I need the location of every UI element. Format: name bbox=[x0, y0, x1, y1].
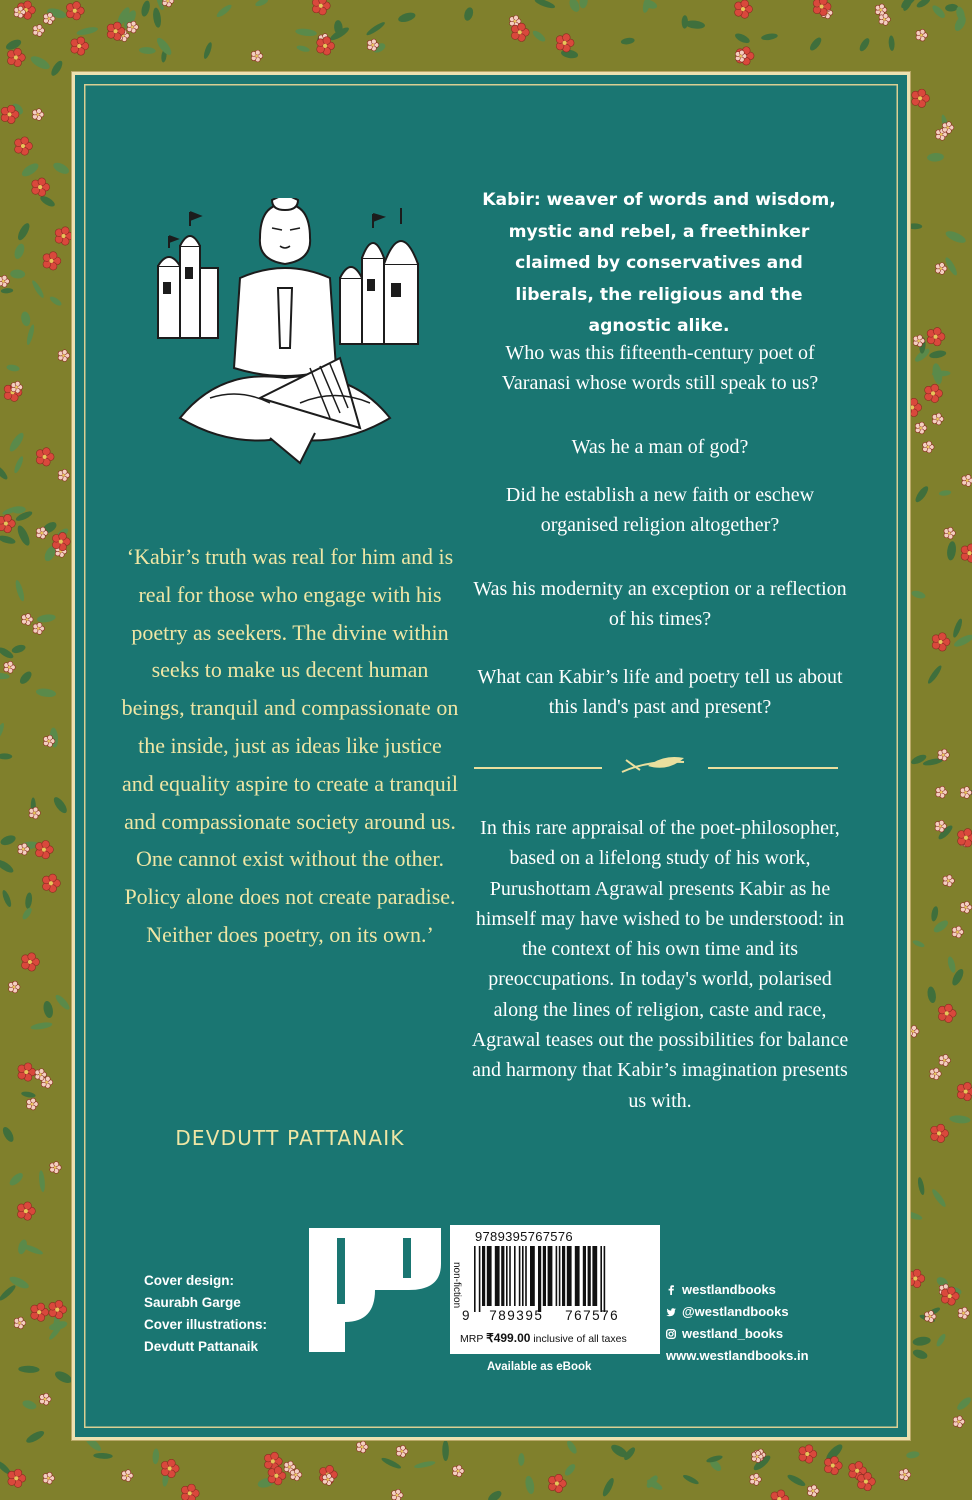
border-leaf bbox=[888, 35, 895, 51]
border-flower bbox=[43, 874, 61, 892]
barcode-bar bbox=[519, 1246, 521, 1306]
border-leaf bbox=[930, 906, 939, 922]
border-flower bbox=[824, 1456, 842, 1474]
barcode-bar bbox=[567, 1246, 572, 1306]
barcode-bar bbox=[506, 1246, 508, 1306]
border-flower bbox=[71, 37, 89, 55]
border-leaf bbox=[858, 37, 872, 53]
border-leaf bbox=[601, 1477, 616, 1498]
border-flower bbox=[735, 0, 753, 18]
barcode-bar bbox=[592, 1246, 597, 1306]
border-leaf bbox=[761, 32, 778, 41]
border-flower bbox=[808, 1485, 819, 1497]
border-flower bbox=[40, 1393, 51, 1405]
border-flower bbox=[944, 527, 955, 539]
kabir-illustration bbox=[140, 198, 430, 468]
border-flower bbox=[22, 614, 33, 626]
border-leaf bbox=[215, 3, 233, 19]
border-flower bbox=[9, 981, 20, 993]
cover-designer: Saurabh Garge bbox=[144, 1295, 241, 1310]
border-flower bbox=[958, 829, 972, 847]
publisher-logo bbox=[305, 1224, 445, 1356]
border-leaf bbox=[912, 939, 925, 949]
border-leaf bbox=[786, 1473, 807, 1488]
border-flower bbox=[50, 1162, 61, 1174]
border-leaf bbox=[140, 0, 151, 17]
facebook-handle: westlandbooks bbox=[682, 1282, 776, 1297]
border-flower bbox=[29, 807, 40, 819]
border-leaf bbox=[54, 993, 72, 1012]
divider-line-left bbox=[474, 767, 602, 769]
border-flower bbox=[916, 29, 927, 41]
barcode-bar bbox=[600, 1246, 602, 1312]
instagram-handle: westland_books bbox=[682, 1326, 784, 1341]
border-leaf bbox=[579, 0, 589, 9]
border-flower bbox=[392, 1489, 403, 1500]
genre-label: non-fiction bbox=[451, 1262, 462, 1309]
twitter-handle: @westlandbooks bbox=[682, 1304, 789, 1319]
border-leaf bbox=[930, 3, 947, 19]
border-flower bbox=[958, 1307, 969, 1319]
border-flower bbox=[942, 122, 953, 134]
border-flower bbox=[943, 875, 954, 887]
border-flower bbox=[162, 0, 173, 7]
barcode-bar bbox=[487, 1246, 492, 1306]
question-3: Did he establish a new faith or eschew organised religion altogether? bbox=[505, 484, 815, 536]
border-leaf bbox=[518, 1453, 525, 1466]
border-leaf bbox=[939, 490, 952, 497]
border-leaf bbox=[913, 484, 930, 504]
border-flower bbox=[58, 469, 69, 481]
twitter-link[interactable] bbox=[666, 1301, 876, 1323]
barcode-bar bbox=[474, 1246, 476, 1312]
border-flower bbox=[17, 1202, 35, 1220]
border-leaf bbox=[25, 324, 35, 346]
border-leaf bbox=[682, 1473, 700, 1486]
border-leaf bbox=[930, 1188, 947, 1209]
border-leaf bbox=[15, 524, 32, 547]
barcode-bar bbox=[548, 1246, 553, 1306]
border-flower bbox=[923, 441, 934, 453]
facebook-link[interactable] bbox=[666, 1279, 876, 1301]
border-flower bbox=[453, 1465, 464, 1477]
cover-illustrator: Devdutt Pattanaik bbox=[144, 1339, 259, 1354]
border-leaf bbox=[30, 1021, 53, 1031]
border-flower bbox=[33, 623, 44, 635]
border-leaf bbox=[49, 295, 63, 307]
instagram-icon bbox=[666, 1329, 676, 1339]
border-flower bbox=[18, 1063, 36, 1081]
border-flower bbox=[27, 1098, 38, 1110]
border-flower bbox=[858, 1472, 876, 1490]
barcode-bar bbox=[559, 1246, 561, 1306]
border-leaf bbox=[463, 6, 475, 22]
border-leaf bbox=[29, 54, 52, 72]
border-flower bbox=[31, 1303, 49, 1321]
border-flower bbox=[799, 1445, 817, 1463]
border-leaf bbox=[0, 672, 10, 680]
border-leaf bbox=[53, 1369, 74, 1385]
divider-line-right bbox=[708, 767, 838, 769]
border-flower bbox=[43, 252, 61, 270]
border-flower bbox=[957, 1082, 972, 1100]
border-leaf bbox=[531, 29, 547, 44]
border-leaf bbox=[0, 858, 15, 875]
border-leaf bbox=[13, 242, 27, 260]
border-flower bbox=[511, 23, 529, 41]
border-flower bbox=[122, 1470, 133, 1482]
border-flower bbox=[879, 13, 890, 25]
question-4: Was his modernity an exception or a reflection of his times? bbox=[473, 578, 847, 630]
border-flower bbox=[36, 840, 54, 858]
border-leaf bbox=[51, 795, 69, 815]
border-flower bbox=[14, 1317, 25, 1329]
border-flower bbox=[127, 21, 138, 33]
barcode-bar bbox=[525, 1246, 527, 1306]
border-flower bbox=[43, 1472, 54, 1484]
barcode-bar bbox=[495, 1246, 500, 1306]
cover-illustrations-label: Cover illustrations: bbox=[144, 1317, 268, 1332]
barcode-bars bbox=[474, 1246, 656, 1312]
isbn-digits-left: 789395 bbox=[489, 1308, 544, 1323]
border-flower bbox=[912, 89, 930, 107]
border-leaf bbox=[1, 889, 13, 908]
border-flower bbox=[52, 532, 70, 550]
border-flower bbox=[49, 1300, 67, 1318]
border-leaf bbox=[563, 1462, 577, 1477]
border-leaf bbox=[929, 349, 947, 359]
border-leaf bbox=[567, 0, 581, 13]
border-leaf bbox=[0, 645, 15, 660]
border-leaf bbox=[917, 1177, 926, 1196]
border-leaf bbox=[911, 589, 927, 600]
barcode-bar bbox=[562, 1246, 565, 1306]
mrp-note: inclusive of all taxes bbox=[533, 1333, 627, 1345]
border-leaf bbox=[0, 722, 6, 739]
border-leaf bbox=[152, 1448, 159, 1464]
barcode-bar bbox=[509, 1246, 511, 1306]
border-leaf bbox=[0, 1283, 17, 1302]
border-leaf bbox=[6, 364, 20, 373]
border-flower bbox=[7, 48, 25, 66]
border-leaf bbox=[927, 153, 944, 163]
isbn-digits-right: 767576 bbox=[565, 1308, 620, 1323]
border-leaf bbox=[380, 1456, 402, 1470]
border-leaf bbox=[295, 28, 317, 37]
border-leaf bbox=[534, 0, 556, 10]
leaf-ornament bbox=[618, 752, 692, 780]
border-leaf bbox=[38, 1170, 46, 1192]
border-flower bbox=[936, 786, 947, 798]
border-flower bbox=[32, 109, 43, 121]
border-leaf bbox=[21, 1399, 37, 1411]
border-flower bbox=[22, 953, 40, 971]
border-leaf bbox=[414, 1460, 436, 1470]
border-leaf bbox=[18, 1365, 39, 1373]
border-leaf bbox=[808, 36, 823, 53]
barcode-bar bbox=[514, 1246, 516, 1306]
border-flower bbox=[549, 1474, 567, 1492]
border-leaf bbox=[734, 31, 752, 45]
barcode-bar bbox=[556, 1246, 558, 1306]
border-flower bbox=[938, 749, 949, 761]
border-flower bbox=[938, 1004, 956, 1022]
border-flower bbox=[915, 422, 926, 434]
border-leaf bbox=[486, 1489, 503, 1500]
border-leaf bbox=[30, 279, 45, 299]
border-leaf bbox=[949, 1115, 971, 1125]
border-leaf bbox=[21, 906, 34, 920]
border-flower bbox=[953, 1416, 964, 1428]
border-leaf bbox=[7, 431, 26, 454]
border-flower bbox=[251, 50, 262, 62]
border-leaf bbox=[42, 1000, 54, 1019]
border-flower bbox=[357, 1441, 368, 1453]
border-leaf bbox=[524, 1475, 536, 1495]
border-flower bbox=[931, 1124, 949, 1142]
border-leaf bbox=[915, 0, 931, 9]
border-flower bbox=[932, 633, 950, 651]
border-leaf bbox=[25, 1429, 46, 1445]
website-url: www.westlandbooks.in bbox=[666, 1348, 809, 1363]
border-leaf bbox=[296, 44, 310, 53]
border-flower bbox=[0, 514, 15, 532]
border-leaf bbox=[935, 1333, 947, 1348]
border-leaf bbox=[926, 986, 937, 1004]
border-leaf bbox=[16, 221, 32, 241]
border-leaf bbox=[20, 311, 31, 327]
mrp-prefix: MRP bbox=[460, 1333, 484, 1345]
border-leaf bbox=[36, 613, 56, 623]
border-leaf bbox=[49, 59, 64, 77]
border-leaf bbox=[1, 288, 14, 294]
border-flower bbox=[290, 1469, 301, 1481]
quote-author: DEVDUTT PATTANAIK bbox=[175, 1126, 405, 1150]
isbn-top: 9789395767576 bbox=[475, 1229, 573, 1244]
border-flower bbox=[66, 2, 84, 20]
border-flower bbox=[961, 544, 972, 562]
mrp-price: ₹499.00 bbox=[486, 1331, 531, 1345]
border-leaf bbox=[20, 161, 41, 179]
border-flower bbox=[268, 1467, 286, 1485]
endorsement-quote: ‘Kabir’s truth was real for him and is real for those who engage with his poetry as seekers. The divine within seeks to make us decent human beings, tranquil and compassionate on the inside, just as ideas like justice and equality aspire to create a tranquil and compassionate society around us. One cannot exist without the other. Policy alone does not create paradise. Neither does poetry, on its own.’ bbox=[121, 544, 459, 947]
barcode-bar bbox=[543, 1246, 546, 1306]
border-leaf bbox=[946, 541, 957, 561]
border-flower bbox=[312, 0, 330, 15]
border-flower bbox=[960, 787, 971, 799]
border-leaf bbox=[0, 534, 16, 545]
border-leaf bbox=[254, 0, 269, 8]
border-flower bbox=[33, 25, 44, 37]
border-leaf bbox=[397, 11, 416, 24]
border-leaf bbox=[912, 1336, 931, 1347]
website-link[interactable] bbox=[666, 1345, 876, 1367]
border-leaf bbox=[442, 1440, 449, 1461]
border-leaf bbox=[944, 229, 967, 245]
border-leaf bbox=[152, 7, 162, 28]
border-flower bbox=[32, 178, 50, 196]
border-leaf bbox=[35, 687, 56, 698]
border-flower bbox=[55, 227, 73, 245]
border-leaf bbox=[946, 956, 957, 974]
border-leaf bbox=[620, 37, 635, 45]
book-description: In this rare appraisal of the poet-philosopher, based on a lifelong study of his work, Purushottam Agrawal presents Kabir as he himself may have wished to be understood: in the context of his own time and its preoccupations. In today's world, polarised along the lines of religion, caste and race, Agrawal teases out the possibilities for balance and harmony that Kabir’s imagination presents us with. bbox=[471, 817, 849, 1112]
border-flower bbox=[0, 275, 9, 287]
barcode-bar bbox=[501, 1246, 504, 1306]
barcode-bar bbox=[479, 1246, 481, 1312]
border-leaf bbox=[955, 1395, 972, 1412]
border-leaf bbox=[76, 26, 99, 37]
question-2: Was he a man of god? bbox=[571, 436, 749, 458]
isbn-digit-prefix: 9 bbox=[462, 1308, 470, 1323]
border-leaf bbox=[202, 41, 213, 59]
tagline: Kabir: weaver of words and wisdom, mystic and rebel, a freethinker claimed by conservatives and liberals, the religious and the agnostic alike. bbox=[482, 190, 836, 336]
border-leaf bbox=[0, 834, 17, 847]
border-flower bbox=[161, 1459, 179, 1477]
border-leaf bbox=[1, 1125, 16, 1143]
border-flower bbox=[396, 1445, 407, 1457]
border-leaf bbox=[24, 892, 33, 909]
border-flower bbox=[58, 350, 69, 362]
border-leaf bbox=[14, 579, 26, 602]
border-leaf bbox=[0, 463, 9, 481]
border-flower bbox=[15, 137, 33, 155]
instagram-link[interactable] bbox=[666, 1323, 876, 1345]
social-links bbox=[666, 1279, 876, 1367]
barcode-bar bbox=[538, 1246, 541, 1312]
border-leaf bbox=[8, 1171, 25, 1188]
border-leaf bbox=[365, 20, 386, 37]
cover-credits bbox=[144, 1270, 314, 1358]
question-5: What can Kabir’s life and poetry tell us about this land's past and present? bbox=[477, 666, 843, 718]
border-leaf bbox=[11, 643, 27, 654]
border-flower bbox=[750, 1473, 761, 1485]
border-flower bbox=[556, 34, 574, 52]
question-1: Who was this fifteenth-century poet of Varanasi whose words still speak to us? bbox=[501, 342, 819, 394]
border-leaf bbox=[926, 664, 943, 685]
border-flower bbox=[181, 1484, 199, 1500]
barcode-bar bbox=[482, 1246, 485, 1306]
border-flower bbox=[962, 475, 972, 487]
border-leaf bbox=[912, 1348, 929, 1361]
barcode-bar bbox=[522, 1246, 524, 1306]
border-flower bbox=[8, 1469, 26, 1487]
border-flower bbox=[935, 263, 946, 275]
twitter-icon bbox=[666, 1307, 676, 1317]
border-leaf bbox=[93, 1453, 113, 1460]
border-flower bbox=[939, 1054, 950, 1066]
border-leaf bbox=[565, 1439, 578, 1455]
barcode-bar bbox=[604, 1246, 606, 1312]
ebook-note: Available as eBook bbox=[487, 1361, 592, 1373]
border-leaf bbox=[906, 1451, 920, 1460]
border-flower bbox=[899, 1469, 910, 1481]
barcode-bar bbox=[530, 1246, 535, 1306]
barcode-bar bbox=[575, 1246, 580, 1306]
barcode-bar bbox=[588, 1246, 591, 1306]
facebook-icon bbox=[666, 1285, 676, 1295]
border-leaf bbox=[931, 363, 944, 386]
border-leaf bbox=[951, 618, 963, 639]
border-leaf bbox=[52, 160, 71, 176]
border-flower bbox=[927, 328, 945, 346]
border-flower bbox=[925, 384, 943, 402]
mrp-label bbox=[460, 1331, 627, 1345]
isbn-bottom bbox=[462, 1308, 657, 1323]
border-leaf bbox=[10, 269, 25, 279]
border-leaf bbox=[18, 669, 34, 685]
cover-design-label: Cover design: bbox=[144, 1273, 235, 1288]
border-flower bbox=[36, 448, 54, 466]
border-flower bbox=[771, 1490, 789, 1500]
border-leaf bbox=[13, 455, 25, 474]
border-flower bbox=[932, 413, 943, 425]
border-leaf bbox=[139, 47, 156, 55]
border-leaf bbox=[21, 1091, 36, 1099]
border-flower bbox=[4, 661, 15, 673]
border-flower bbox=[930, 1068, 941, 1080]
border-flower bbox=[952, 926, 963, 938]
border-leaf bbox=[0, 753, 12, 759]
border-leaf bbox=[899, 0, 920, 10]
barcode-bar bbox=[583, 1246, 586, 1306]
border-flower bbox=[960, 901, 971, 913]
